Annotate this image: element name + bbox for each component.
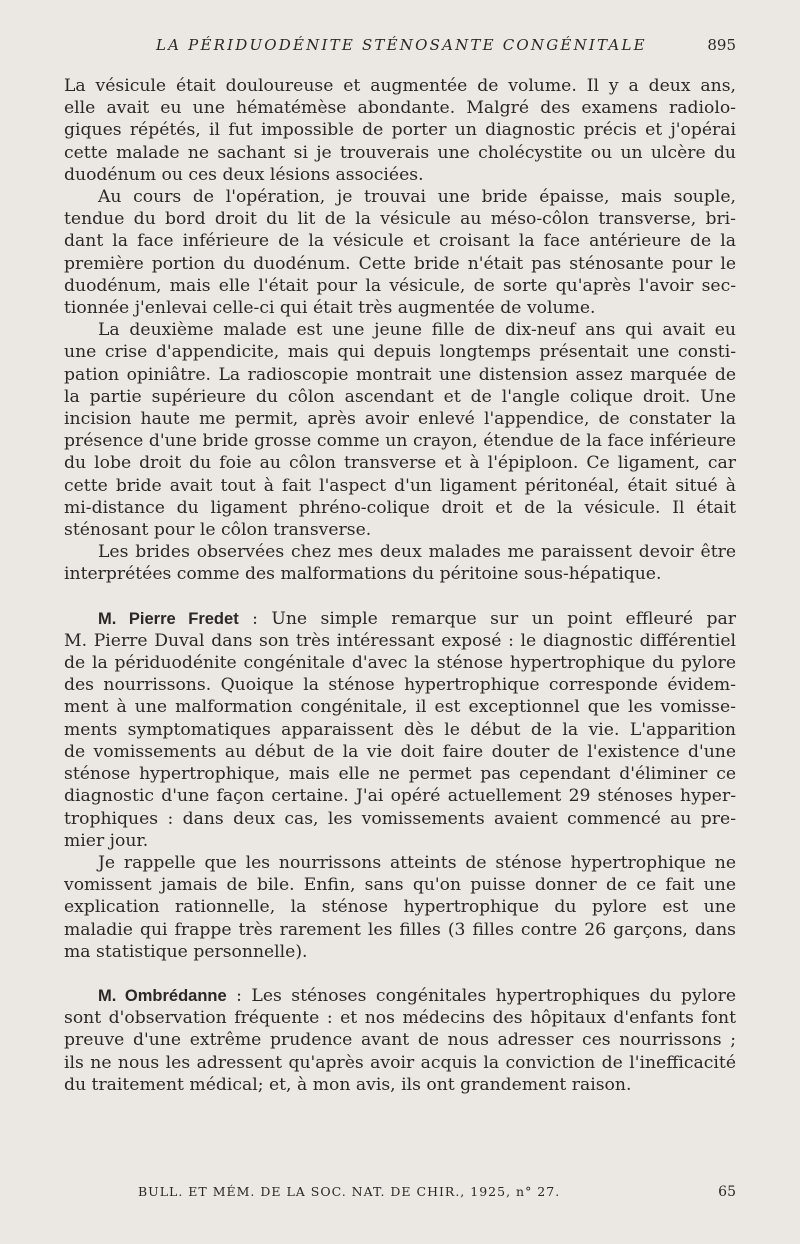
text-line: une crise d'appendicite, mais qui depuis longtemps présentait une consti- — [64, 342, 736, 363]
text-line: la partie supérieure du côlon ascendant et de l'angle colique droit. Une — [64, 386, 736, 407]
speaker-name-ombredanne: M. Ombrédanne — [98, 986, 227, 1005]
text-line: cette malade ne sachant si je trouverais une cholécystite ou un ulcère du — [64, 142, 736, 163]
text-line: première portion du duodénum. Cette bride n'était pas sténosante pour le — [64, 253, 736, 274]
running-title: LA PÉRIDUODÉNITE STÉNOSANTE CONGÉNITALE — [156, 36, 647, 54]
text-line: M. Pierre Duval dans son très intéressant exposé : le diagnostic différentiel — [64, 630, 736, 651]
speaker-name-fredet: M. Pierre Fredet — [98, 609, 239, 628]
paragraph-ombredanne-remark — [64, 985, 736, 1096]
text-line: preuve d'une extrême prudence avant de nous adresser ces nourrissons ; — [64, 1030, 736, 1051]
text-line — [64, 985, 736, 1007]
text-line: trophiques : dans deux cas, les vomissements avaient commencé au pre- — [64, 808, 736, 829]
text-line: ils ne nous les adressent qu'après avoir acquis la conviction de l'inefficacité — [64, 1052, 736, 1073]
text-line: explication rationnelle, la sténose hypertrophique du pylore est une — [64, 897, 736, 918]
text-line: mier jour. — [64, 830, 149, 851]
text-line: interprétées comme des malformations du péritoine sous-hépatique. — [64, 564, 662, 585]
section-spacer — [64, 586, 736, 608]
page-number: 895 — [707, 36, 736, 54]
paragraph-conclusion — [64, 541, 736, 585]
text-line: du traitement médical; et, à mon avis, ils ont grandement raison. — [64, 1074, 632, 1095]
text-line: de la périduodénite congénitale d'avec la sténose hypertrophique du pylore — [64, 653, 736, 674]
paragraph-second-patient — [64, 319, 736, 541]
text-line: elle avait eu une hématémèse abondante. Malgré des examens radiolo- — [64, 98, 736, 119]
text-line: Au cours de l'opération, je trouvai une bride épaisse, mais souple, — [98, 187, 736, 208]
text-line: cette bride avait tout à fait l'aspect d'un ligament péritonéal, était situé à — [64, 475, 736, 496]
text-line: incision haute me permit, après avoir enlevé l'appendice, de constater la — [64, 409, 736, 430]
text-line: ment à une malformation congénitale, il est exceptionnel que les vomisse- — [64, 697, 736, 718]
text-line: La vésicule était douloureuse et augmentée de volume. Il y a deux ans, — [64, 76, 736, 96]
text-line: giques répétés, il fut impossible de porter un diagnostic précis et j'opérai — [64, 120, 736, 141]
text-line: de vomissements au début de la vie doit faire douter de l'existence d'une — [64, 741, 736, 762]
text-line: ma statistique personnelle). — [64, 941, 308, 962]
text-line: ments symptomatiques apparaissent dès le début de la vie. L'apparition — [64, 719, 736, 740]
text-line: duodénum, mais elle l'était pour la vésicule, de sorte qu'après l'avoir sec- — [64, 275, 736, 296]
text-line: La deuxième malade est une jeune fille de dix-neuf ans qui avait eu — [98, 320, 736, 341]
paragraph-operation — [64, 186, 736, 319]
text-line: présence d'une bride grosse comme un crayon, étendue de la face inférieure — [64, 431, 736, 452]
page-footer — [64, 1184, 736, 1206]
signature-mark: 65 — [718, 1184, 736, 1200]
text-run: : Une simple remarque sur un point effleuré par — [238, 608, 736, 629]
text-line: tionnée j'enlevai celle-ci qui était très augmentée de volume. — [64, 298, 596, 319]
text-line — [64, 608, 736, 630]
text-line: pation opiniâtre. La radioscopie montrait une distension assez marquée de — [64, 364, 736, 385]
body-text — [64, 75, 736, 1096]
text-line: tendue du bord droit du lit de la vésicule au méso-côlon transverse, bri- — [64, 209, 736, 230]
paragraph-fredet-remark — [64, 608, 736, 852]
running-header — [64, 36, 736, 58]
text-line: dant la face inférieure de la vésicule et croisant la face antérieure de la — [64, 231, 736, 252]
text-line: sont d'observation fréquente : et nos médecins des hôpitaux d'enfants font — [64, 1008, 736, 1029]
text-line: du lobe droit du foie au côlon transverse et à l'épiploon. Ce ligament, car — [64, 453, 736, 474]
paragraph-gallbladder-case — [64, 75, 736, 186]
text-line: mi-distance du ligament phréno-colique droit et de la vésicule. Il était — [64, 497, 736, 518]
text-line: maladie qui frappe très rarement les filles (3 filles contre 26 garçons, dans — [64, 919, 736, 940]
paragraph-fredet-bile — [64, 852, 736, 963]
text-line: vomissent jamais de bile. Enfin, sans qu'on puisse donner de ce fait une — [64, 875, 736, 896]
journal-citation: BULL. ET MÉM. DE LA SOC. NAT. DE CHIR., 1925, n° 27. — [138, 1184, 561, 1199]
text-run: : Les sténoses congénitales hypertrophiques du pylore — [226, 985, 736, 1006]
text-line: sténosant pour le côlon transverse. — [64, 520, 372, 541]
text-line: diagnostic d'une façon certaine. J'ai opéré actuellement 29 sténoses hyper- — [64, 786, 736, 807]
text-line: des nourrissons. Quoique la sténose hypertrophique corresponde évidem- — [64, 675, 736, 696]
text-line: Je rappelle que les nourrissons atteints de sténose hypertrophique ne — [98, 852, 736, 873]
section-spacer — [64, 963, 736, 985]
text-line: Les brides observées chez mes deux malades me paraissent devoir être — [98, 542, 736, 563]
text-line: duodénum ou ces deux lésions associées. — [64, 164, 424, 185]
text-line: sténose hypertrophique, mais elle ne permet pas cependant d'éliminer ce — [64, 764, 736, 785]
